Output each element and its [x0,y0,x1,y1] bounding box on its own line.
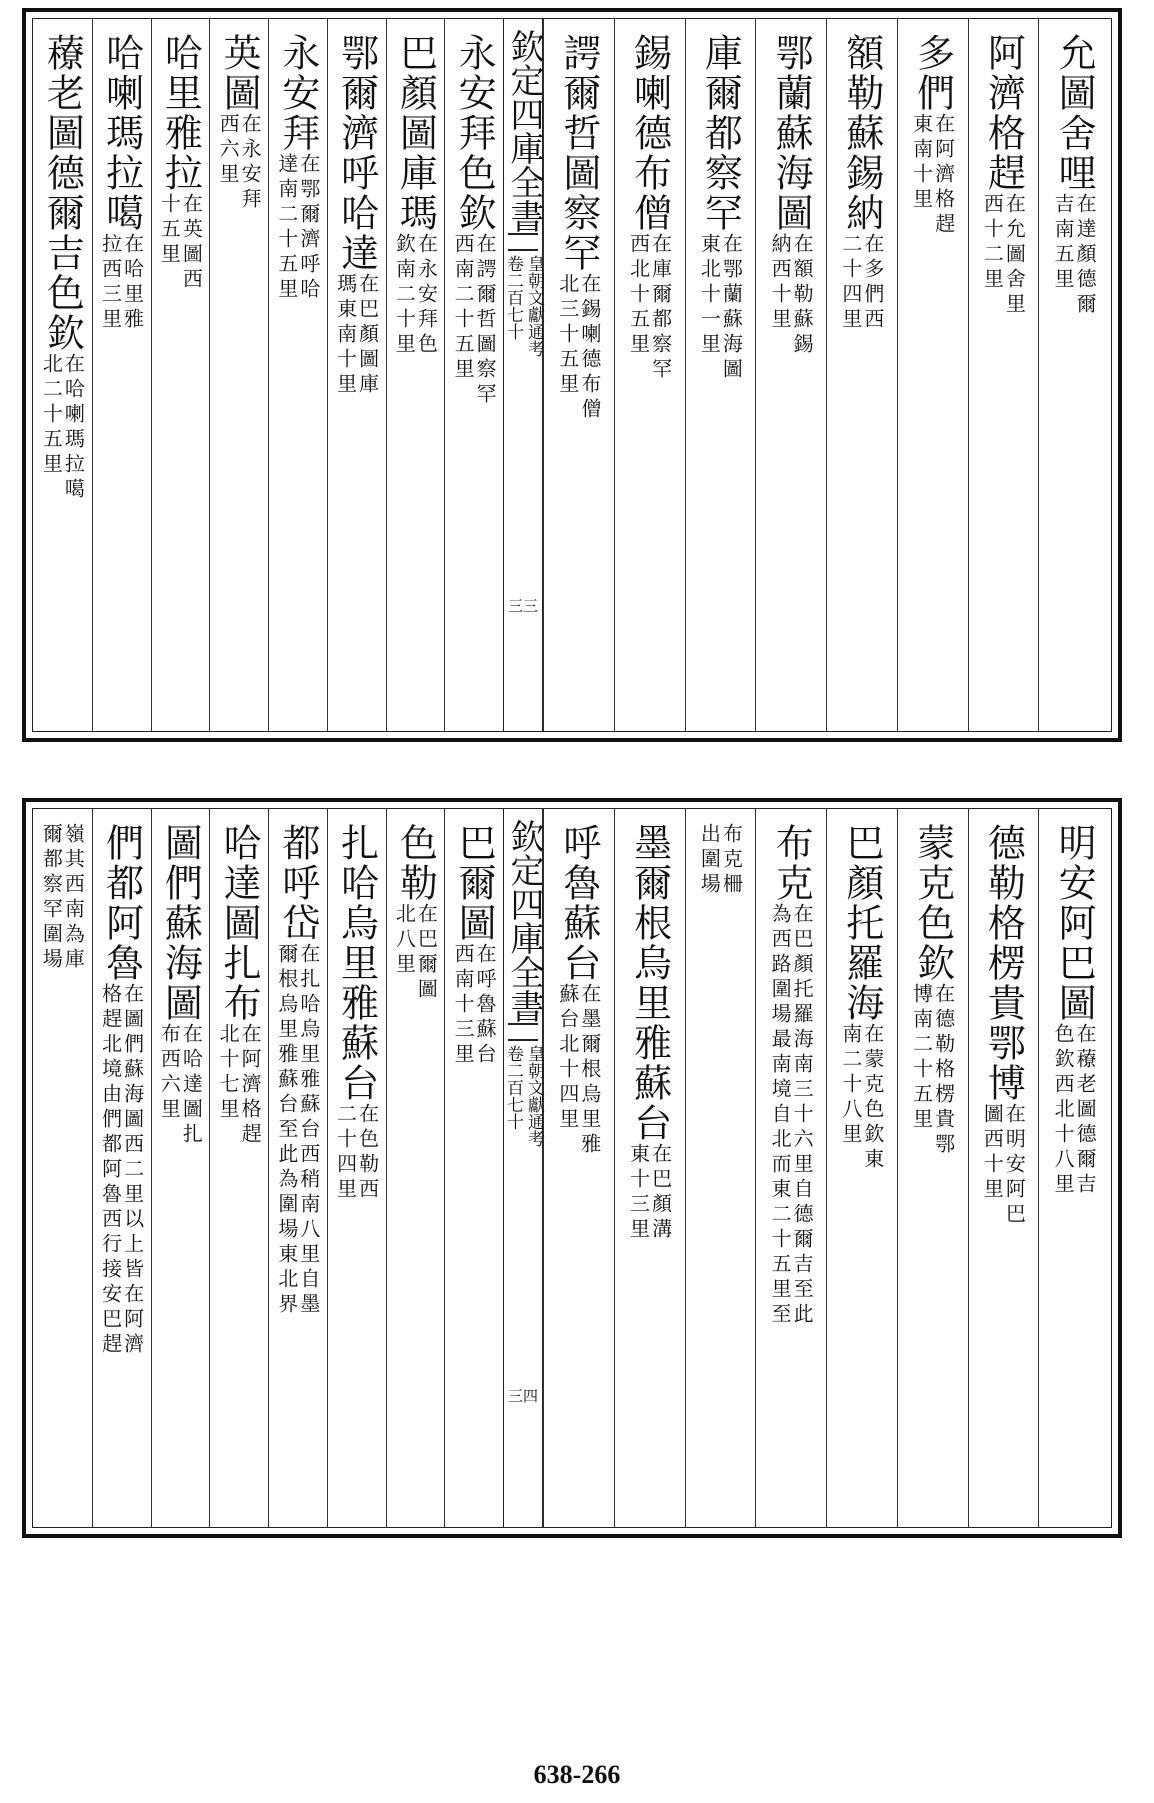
annotation-line: 格趕北境由們都阿魯西行接安巴趕 [98,983,123,1358]
text-column [327,809,386,1527]
annotation-line: 東十三里 [626,1143,651,1243]
annotation-line: 西南二十五里 [451,233,476,383]
annotation-line: 在墨爾根烏里雅 [577,983,602,1158]
annotation-line: 布克柵 [719,823,744,898]
text-column [33,19,92,731]
annotation-line: 在巴顏溝 [648,1143,673,1243]
annotation-line: 在巴顏托羅海南三十六里自德爾吉至此 [790,903,815,1328]
annotation-line: 北二十五里 [39,353,64,478]
annotation-line: 在巴顏圖庫 [355,273,380,398]
text-column [151,19,210,731]
place-name: 諤爾哲圖察罕 [556,33,601,273]
annotation-line: 在哈達圖扎 [179,1023,204,1148]
center-fold-band [503,809,543,1527]
annotation-line: 在䕩老圖德爾吉 [1073,1023,1098,1198]
text-column [685,809,756,1527]
text-column [755,19,826,731]
place-name: 錫喇德布僧 [627,33,672,233]
place-name: 蒙克色欽 [910,823,955,983]
bottom-page-panel [22,798,1122,1538]
annotation-line: 二十四里 [838,233,863,333]
annotation-line: 西十二里 [980,193,1005,293]
fishtail-mark [508,1023,538,1041]
annotation-line: 達南二十五里 [274,153,299,303]
annotation-line: 在扎哈烏里雅蘇台西稍南八里自墨 [296,943,321,1318]
place-name: 巴顏托羅海 [839,823,884,1023]
place-name: 色勒 [393,823,438,903]
annotation-line: 納西十里 [768,233,793,333]
annotation-line: 在英圖西 [179,193,204,293]
annotation-line: 在哈喇瑪拉噶 [61,353,86,503]
text-column [897,19,968,731]
annotation-line: 十五里 [157,193,182,268]
annotation-line: 在多們西 [860,233,885,333]
text-column [386,19,445,731]
annotation-line: 在蒙克色欽東 [860,1023,885,1173]
annotation-line: 在鄂蘭蘇海圖 [719,233,744,383]
volume-number: 卷二百七十 [503,255,523,340]
annotation-line: 吉南五里 [1051,193,1076,293]
annotation-line: 嶺其西南為庫 [61,823,86,973]
place-name: 英圖 [217,33,262,113]
text-column [685,19,756,731]
annotation-line: 為西路圍場最南境自北而東二十五里至 [768,903,793,1328]
annotation-line: 北三十五里 [555,273,580,398]
annotation-line: 圖西十里 [980,1103,1005,1203]
book-title: 欽定四庫全書 [504,29,544,233]
text-column [92,19,151,731]
annotation-line: 在色勒西 [355,1103,380,1203]
page-footer-number: 638-266 [533,1760,621,1789]
annotation-line: 二十四里 [333,1103,358,1203]
place-name: 庫爾都察罕 [698,33,743,233]
annotation-line: 蘇台北十四里 [555,983,580,1133]
place-name: 呼魯蘇台 [556,823,601,983]
folio-number: 三三 [507,597,538,615]
place-name: 䕩老圖德爾吉色欽 [40,33,85,353]
top-page-frame [32,18,1112,732]
place-name: 鄂爾濟呼哈達 [334,33,379,273]
place-name: 永安拜色欽 [452,33,497,233]
text-column [268,19,327,731]
annotation-line: 東北十一里 [697,233,722,358]
annotation-line: 北十七里 [216,1023,241,1123]
center-fold-band [503,19,543,731]
text-column [33,809,92,1527]
place-name: 德勒格楞貴鄂博 [981,823,1026,1103]
annotation-line: 在呼魯蘇台 [473,943,498,1068]
text-column [92,809,151,1527]
place-name: 阿濟格趕 [981,33,1026,193]
annotation-line: 在允圖舍里 [1002,193,1027,318]
text-column [209,19,268,731]
annotation-line: 在諤爾哲圖察罕 [473,233,498,408]
collection-title: 皇朝文獻通考 [524,255,544,357]
annotation-line: 在阿濟格趕 [931,113,956,238]
annotation-line: 北八里 [392,903,417,978]
place-name: 都呼岱 [275,823,320,943]
text-column [444,809,503,1527]
text-column [151,809,210,1527]
annotation-line: 博南二十五里 [909,983,934,1133]
place-name: 扎哈烏里雅蘇台 [334,823,379,1103]
place-name: 墨爾根烏里雅蘇台 [627,823,672,1143]
text-column [543,809,614,1527]
annotation-line: 西北十五里 [626,233,651,358]
place-name: 永安拜 [275,33,320,153]
top-page-panel [22,8,1122,742]
bottom-page-frame [32,808,1112,1528]
folio-number: 三四 [507,1387,538,1405]
annotation-line: 在德勒格楞貴鄂 [931,983,956,1158]
annotation-line: 布西六里 [157,1023,182,1123]
text-column [386,809,445,1527]
annotation-line: 東南十里 [909,113,934,213]
annotation-line: 瑪東南十里 [333,273,358,398]
place-name: 額勒蘇錫納 [839,33,884,233]
annotation-line: 色欽西北十八里 [1051,1023,1076,1198]
place-name: 巴爾圖 [452,823,497,943]
place-name: 明安阿巴圖 [1052,823,1097,1023]
annotation-line: 在鄂爾濟呼哈 [296,153,321,303]
place-name: 多們 [910,33,955,113]
place-name: 布克 [769,823,814,903]
place-name: 哈喇瑪拉噶 [99,33,144,233]
text-column [543,19,614,731]
annotation-line: 爾根烏里雅蘇台至此為圍場東北界 [274,943,299,1318]
fishtail-mark [508,233,538,251]
place-name: 們都阿魯 [99,823,144,983]
place-name: 鄂蘭蘇海圖 [769,33,814,233]
annotation-line: 西六里 [216,113,241,188]
text-column [755,809,826,1527]
collection-title: 皇朝文獻通考 [524,1045,544,1147]
annotation-line: 在錫喇德布僧 [577,273,602,423]
place-name: 哈達圖扎布 [217,823,262,1023]
text-column [826,809,897,1527]
book-title: 欽定四庫全書 [504,819,544,1023]
place-name: 巴顏圖庫瑪 [393,33,438,233]
text-column [968,809,1039,1527]
volume-number: 卷二百七十 [503,1045,523,1130]
text-column [268,809,327,1527]
annotation-line: 在達顏德爾 [1073,193,1098,318]
annotation-line: 在哈里雅 [120,233,145,333]
place-name: 哈里雅拉 [158,33,203,193]
annotation-line: 在永安拜 [238,113,263,213]
text-column [1038,809,1109,1527]
annotation-line: 拉西三里 [98,233,123,333]
annotation-line: 在阿濟格趕 [238,1023,263,1148]
text-column [327,19,386,731]
annotation-line: 在永安拜色 [414,233,439,358]
text-column [897,809,968,1527]
text-column [614,19,685,731]
place-name: 圖們蘇海圖 [158,823,203,1023]
annotation-line: 欽南二十里 [392,233,417,358]
annotation-line: 出圍場 [697,823,722,898]
text-column [1038,19,1109,731]
annotation-line: 在額勒蘇錫 [790,233,815,358]
annotation-line: 西南十三里 [451,943,476,1068]
annotation-line: 南二十八里 [838,1023,863,1148]
text-column [968,19,1039,731]
text-column [209,809,268,1527]
annotation-line: 爾都察罕圍場 [39,823,64,973]
text-column [444,19,503,731]
annotation-line: 在明安阿巴 [1002,1103,1027,1228]
place-name: 允圖舍哩 [1052,33,1097,193]
annotation-line: 在巴爾圖 [414,903,439,1003]
annotation-line: 在庫爾都察罕 [648,233,673,383]
text-column [826,19,897,731]
text-column [614,809,685,1527]
annotation-line: 在圖們蘇海圖西二里以上皆在阿濟 [120,983,145,1358]
